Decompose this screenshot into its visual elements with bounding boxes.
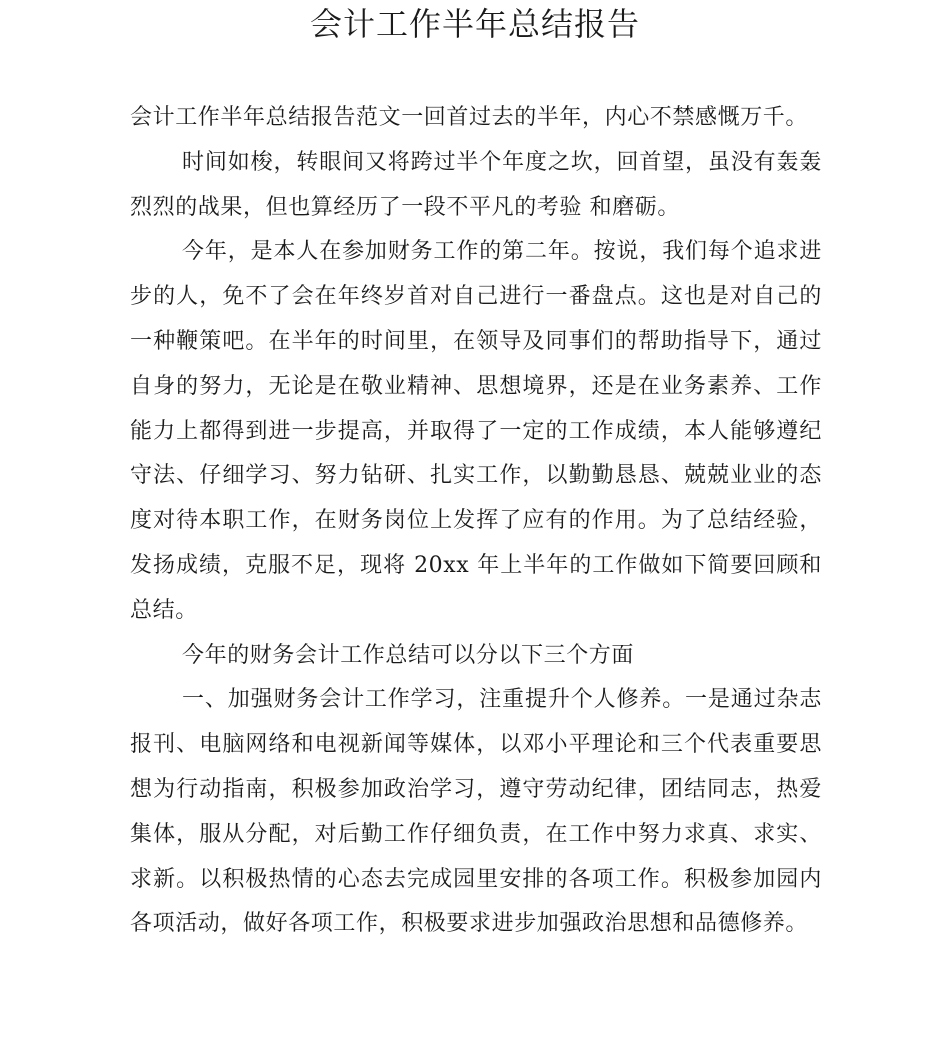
paragraph-section-one: 一、加强财务会计工作学习，注重提升个人修养。一是通过杂志报刊、电脑网络和电视新闻等媒体，以邓小平理论和三个代表重要思想为行动指南，积极参加政治学习，遵守劳动纪律，团结同志，热爱集体，服从分配，对后勤工作仔细负责，在工作中努力求真、求实、求新。以积极热情的心态去完成园里安排的各项工作。积极参加园内各项活动，做好各项工作，积极要求进步加强政治思想和品德修养。 bbox=[130, 687, 822, 937]
document-title: 会计工作半年总结报告 bbox=[309, 5, 640, 43]
paragraph-three-aspects: 今年的财务会计工作总结可以分以下三个方面 bbox=[182, 642, 635, 668]
document-body bbox=[130, 96, 822, 947]
paragraph-intro: 会计工作半年总结报告范文一回首过去的半年，内心不禁感慨万千。 bbox=[130, 105, 809, 130]
paragraph-this-year: 今年，是本人在参加财务工作的第二年。按说，我们每个追求进步的人，免不了会在年终岁首对自己进行一番盘点。这也是对自己的一种鞭策吧。在半年的时间里，在领导及同事们的帮助指导下，通过自身的努力，无论是在敬业精神、思想境界，还是在业务素养、工作能力上都得到进一步提高，并取得了一定的工作成绩，本人能够遵纪守法、仔细学习、努力钻研、扎实工作，以勤勤恳恳、兢兢业业的态度对待本职工作，在财务岗位上发挥了应有的作用。为了总结经验，发扬成绩，克服不足，现将 20xx 年上半年的工作做如下简要回顾和总结。 bbox=[130, 239, 822, 623]
paragraph-time: 时间如梭，转眼间又将跨过半个年度之坎，回首望，虽没有轰轰烈烈的战果，但也算经历了一段不平凡的考验 和磨砺。 bbox=[130, 149, 822, 220]
